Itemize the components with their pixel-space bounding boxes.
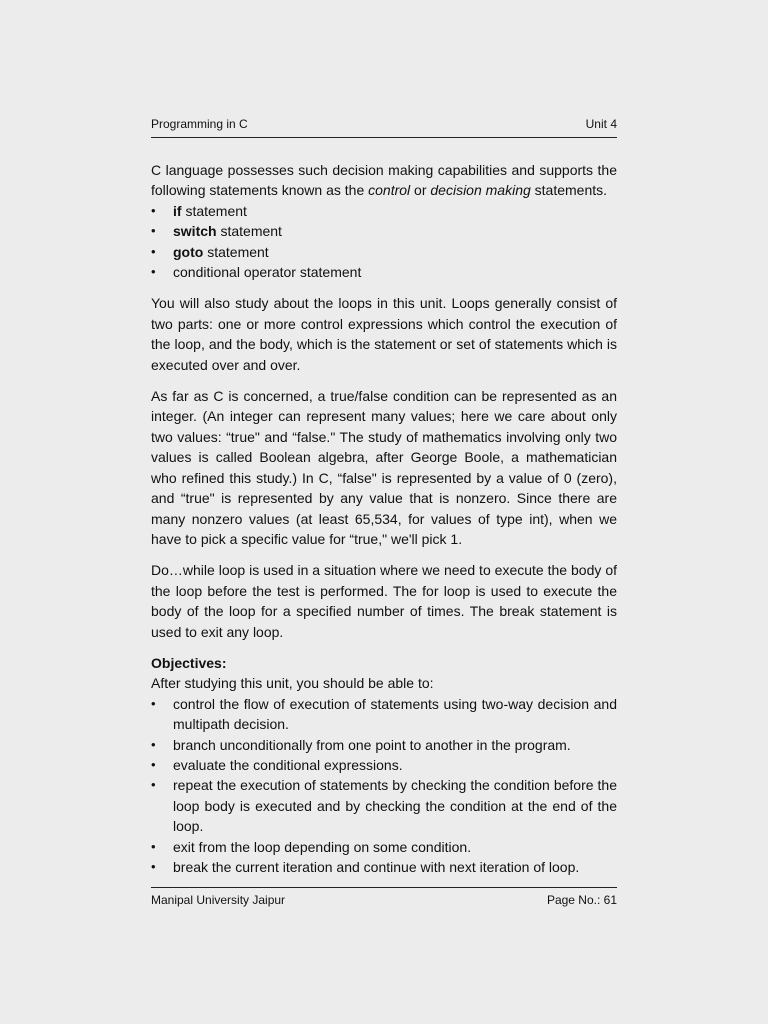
list-item	[151, 242, 617, 262]
page-footer	[151, 887, 617, 907]
bullet-icon: •	[151, 777, 156, 793]
footer-university: Manipal University Jaipur	[151, 893, 286, 907]
page-header	[151, 117, 617, 138]
bullet-icon: •	[151, 756, 156, 772]
header-unit: Unit 4	[585, 117, 617, 131]
list-item	[151, 694, 617, 735]
statement-keyword: switch	[173, 223, 217, 240]
objective-text: evaluate the conditional expressions.	[173, 756, 403, 773]
intro-text-mid: or	[410, 182, 431, 199]
statement-text: statement	[203, 243, 269, 260]
objective-text: branch unconditionally from one point to another in the program.	[173, 736, 571, 753]
bullet-icon: •	[151, 202, 156, 218]
bullet-icon: •	[151, 223, 156, 239]
list-item	[151, 755, 617, 775]
list-item	[151, 857, 617, 877]
statement-keyword: goto	[173, 243, 204, 260]
intro-emphasis-decision-making: decision making	[430, 182, 531, 199]
spacer	[151, 549, 617, 560]
statement-text: statement	[181, 202, 247, 219]
list-item	[151, 735, 617, 755]
intro-emphasis-control: control	[368, 182, 411, 199]
objectives-list	[151, 694, 617, 878]
list-item	[151, 775, 617, 836]
bullet-icon: •	[151, 264, 156, 280]
bullet-icon: •	[151, 838, 156, 854]
loops-paragraph: You will also study about the loops in this unit. Loops generally consist of two parts: one or more control expressions which control the execution of the loop, and the body, which is the statement or set of statements which is executed over and over.	[151, 295, 617, 373]
page-content	[151, 160, 617, 877]
bullet-icon: •	[151, 695, 156, 711]
spacer	[151, 282, 617, 293]
footer-page-number: Page No.: 61	[546, 893, 617, 907]
spacer	[151, 642, 617, 653]
boolean-paragraph: As far as C is concerned, a true/false condition can be represented as an integer. (An integer can represent many values; here we care about only two values: “true" and “false." The study of mathematics involving only two values is called Boolean algebra, after George Boole, a mathematician who refined this study.) In C, “false" is represented by a value of 0 (zero), and “true" is represented by any value that is nonzero. Since there are many nonzero values (at least 65,534, for values of type int), when we have to pick a specific value for “true," we'll pick 1.	[151, 388, 617, 547]
objective-text: break the current iteration and continue with next iteration of loop.	[173, 859, 580, 875]
intro-paragraph	[151, 160, 617, 201]
bullet-icon: •	[151, 859, 156, 874]
header-title: Programming in C	[151, 117, 248, 131]
list-item	[151, 837, 617, 857]
statement-keyword: if	[173, 202, 182, 219]
statement-text: statement	[216, 223, 282, 240]
spacer	[151, 375, 617, 386]
intro-text-suffix: statements.	[530, 182, 608, 199]
intro-text: C language possesses such decision making capabilities and supports the following statements known as the	[151, 162, 617, 199]
objective-text: control the flow of execution of statements using two-way decision and multipath decision.	[173, 695, 617, 733]
dowhile-paragraph: Do…while loop is used in a situation where we need to execute the body of the loop before the test is performed. The for loop is used to execute the body of the loop for a specified number of times. The break statement is used to exit any loop.	[151, 562, 617, 640]
bullet-icon: •	[151, 736, 156, 752]
bullet-icon: •	[151, 243, 156, 259]
objective-text: exit from the loop depending on some condition.	[173, 838, 472, 855]
objectives-heading: Objectives:	[151, 654, 227, 671]
list-item	[151, 201, 617, 221]
objective-text: repeat the execution of statements by checking the condition before the loop body is executed and by checking the condition at the end of the loop.	[173, 777, 617, 835]
list-item	[151, 262, 617, 282]
statements-list	[151, 201, 617, 283]
objectives-intro: After studying this unit, you should be able to:	[151, 675, 434, 692]
list-item	[151, 221, 617, 241]
statement-text: conditional operator statement	[173, 264, 362, 281]
